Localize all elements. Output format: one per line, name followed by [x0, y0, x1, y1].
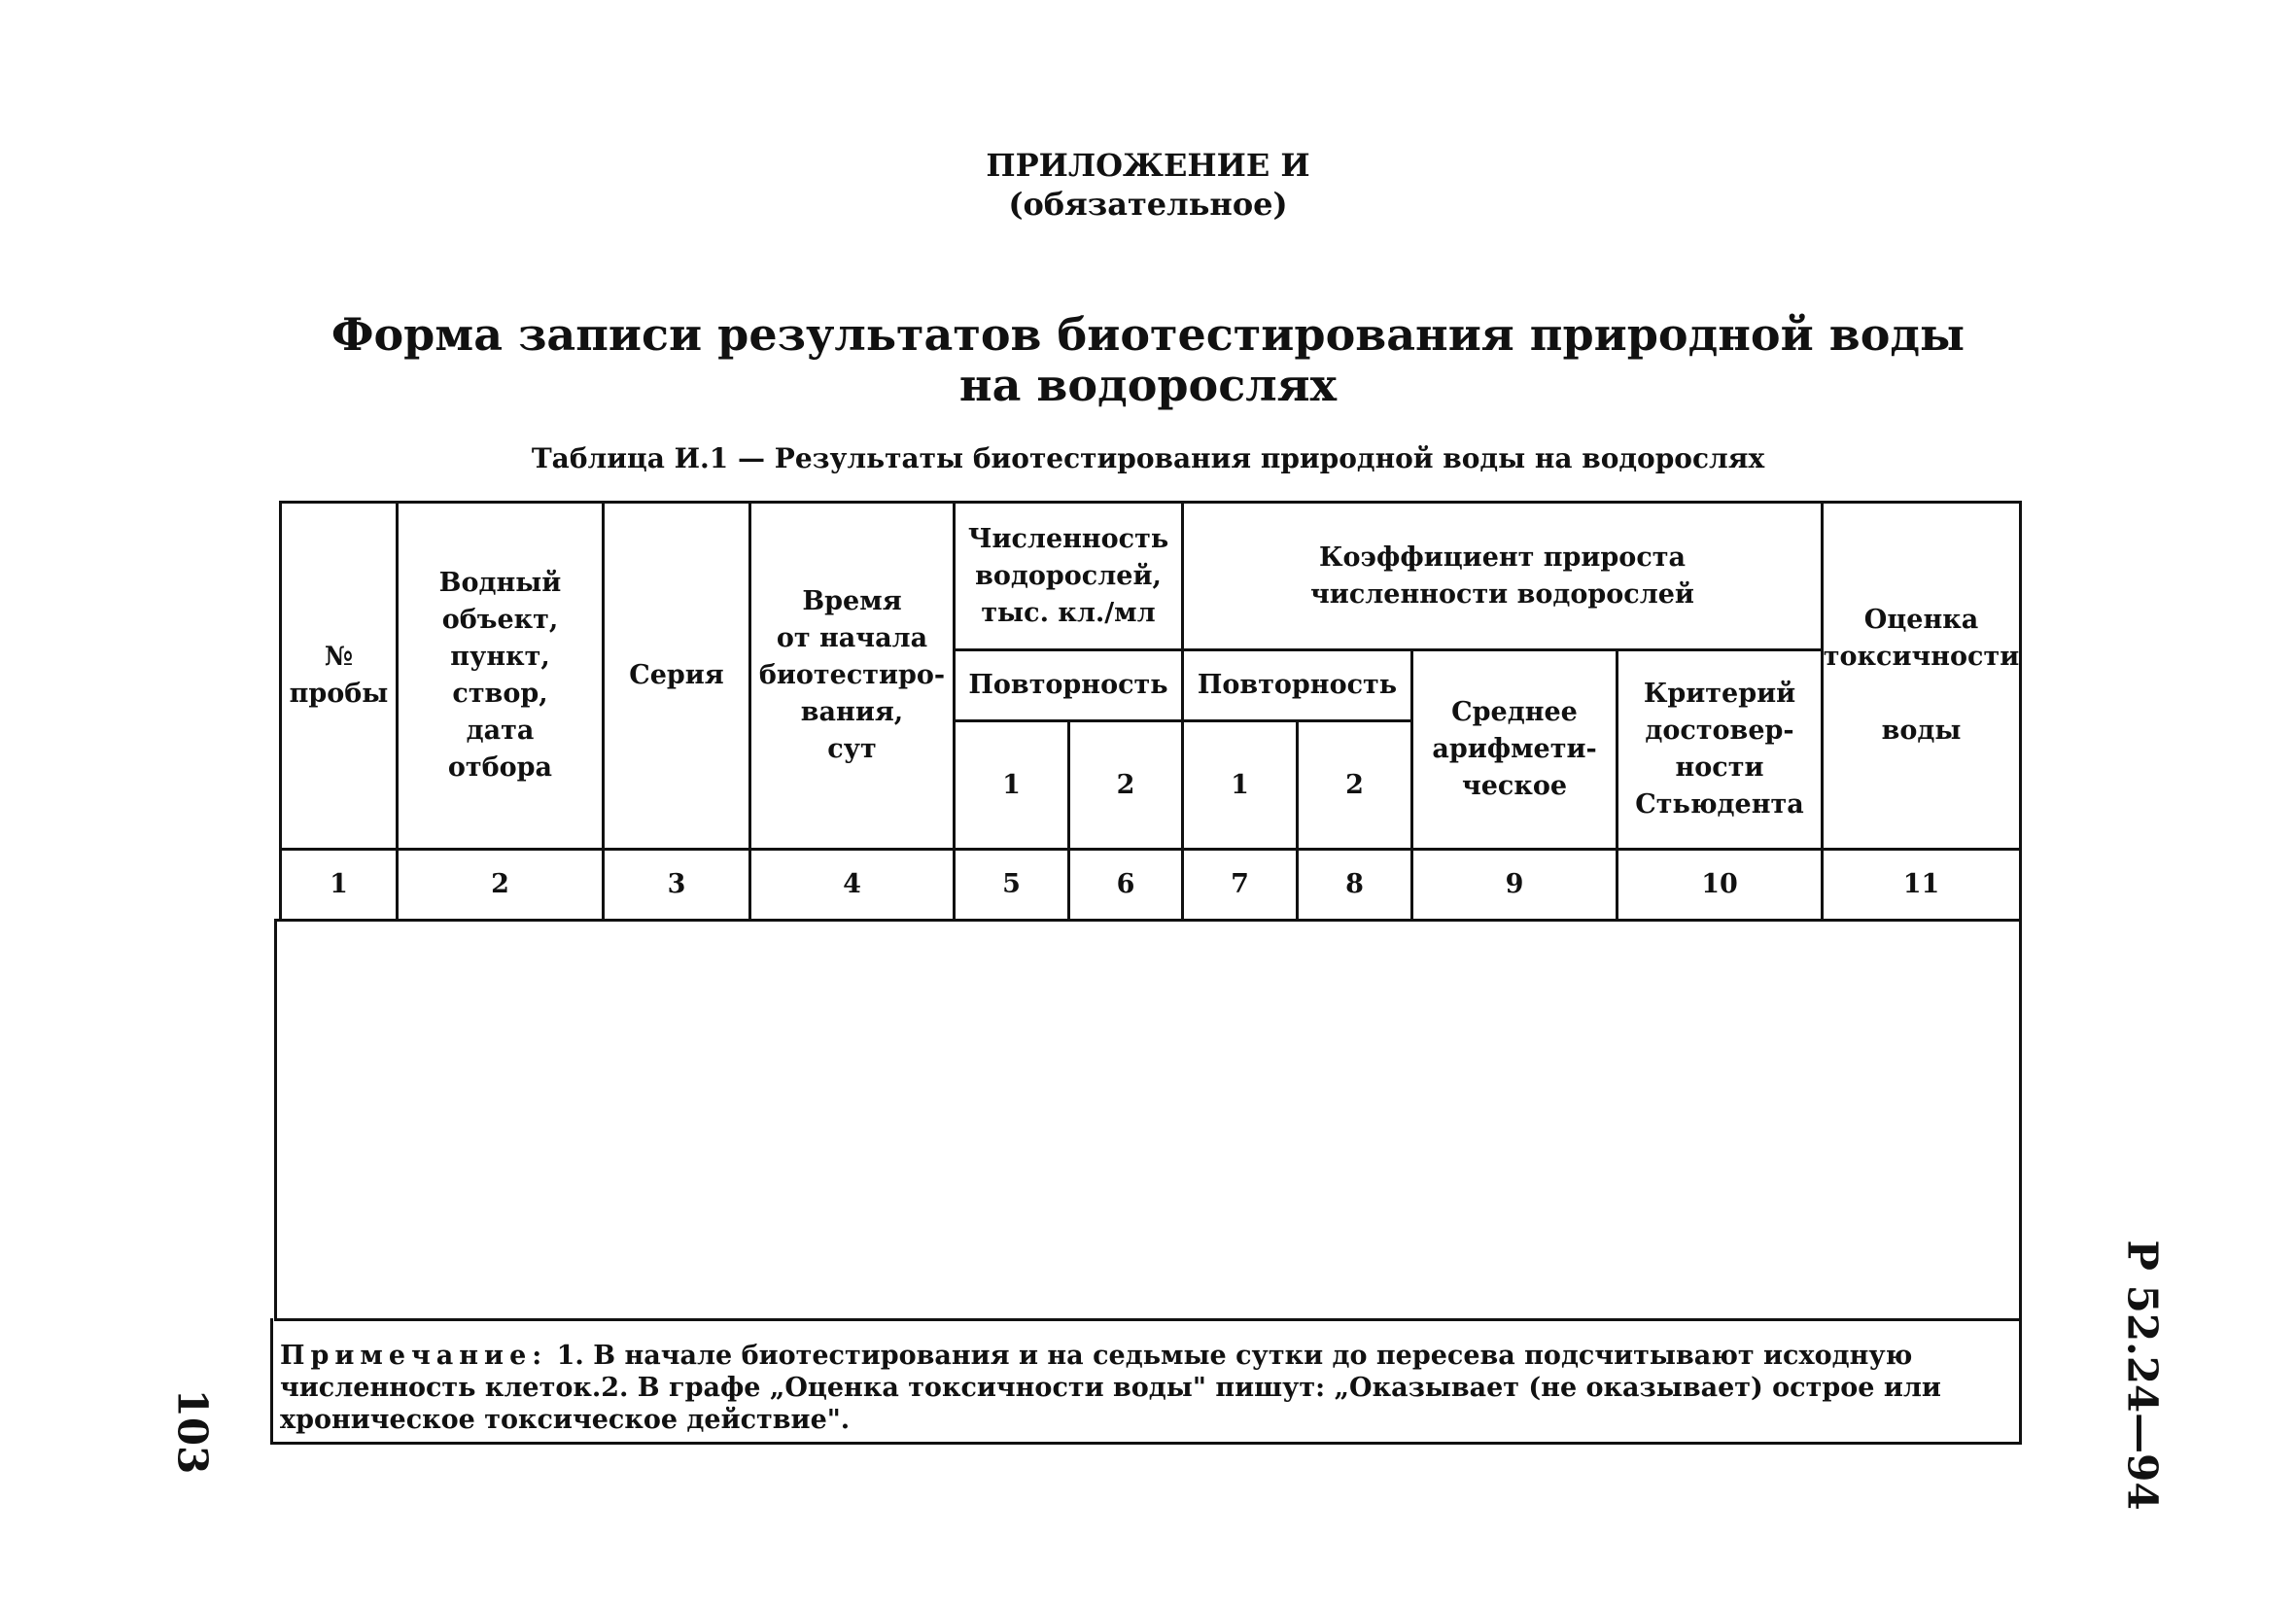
header-rep-1-abundance: 1	[1002, 769, 1021, 800]
header-water-body: Водный объект, пункт, створ, дата отбора	[438, 568, 562, 783]
header-student-criterion: Критерий достовер- ности Стьюдента	[1635, 679, 1804, 820]
left-border-note	[270, 1318, 273, 1445]
appendix-title: ПРИЛОЖЕНИЕ И	[986, 147, 1310, 184]
column-number: 4	[843, 869, 861, 899]
header-sample-no: № пробы	[289, 642, 389, 709]
header-repeat-abundance: Повторность	[968, 670, 1168, 700]
header-mean: Среднее арифмети- ческое	[1432, 697, 1597, 801]
column-number: 8	[1345, 869, 1364, 899]
form-title-line2: на водорослях	[958, 359, 1338, 411]
note-text: 1. В начале биотестирования и на седьмые сутки до пересева подсчитывают исходную численность клеток.2. В графе „Оценка токсичности воды" пишут: „Оказывает (не оказывает) острое или хроническое токсическое действие".	[280, 1341, 1941, 1435]
column-number: 10	[1701, 869, 1738, 899]
header-toxicity: Оценка токсичности воды	[1823, 605, 2020, 746]
form-title-line1: Форма записи результатов биотестирования природной воды	[330, 308, 1966, 361]
header-rep-2-abundance: 2	[1116, 769, 1135, 800]
table-bottom-border	[270, 1442, 2022, 1445]
right-border	[2019, 501, 2022, 1445]
appendix-status: (обязательное)	[1008, 186, 1288, 223]
header-rep-1-growth: 1	[1231, 769, 1249, 800]
column-number: 7	[1231, 869, 1249, 899]
page-number: 103	[168, 1388, 217, 1475]
form-title	[0, 309, 2296, 410]
table-note	[280, 1340, 2020, 1436]
header-time: Время от начала биотестиро- вания, сут	[758, 586, 946, 764]
appendix-heading	[0, 146, 2296, 224]
column-number: 2	[491, 869, 509, 899]
column-number: 9	[1505, 869, 1524, 899]
header-repeat-growth: Повторность	[1197, 670, 1398, 700]
note-label: Примечание:	[280, 1341, 548, 1371]
body-bottom-border	[274, 1318, 2022, 1321]
header-series: Серия	[629, 660, 724, 690]
header-growth-coef: Коэффициент прироста численности водорослей	[1310, 541, 1694, 610]
column-number: 11	[1902, 869, 1940, 899]
header-abundance: Численность водорослей, тыс. кл./мл	[967, 523, 1169, 628]
data-entry-area	[277, 922, 2019, 1318]
column-number: 3	[667, 869, 686, 899]
column-number: 6	[1116, 869, 1135, 899]
document-code: Р 52.24—94	[2118, 1240, 2167, 1511]
column-number: 5	[1002, 869, 1021, 899]
table-caption: Таблица И.1 — Результаты биотестирования природной воды на водорослях	[531, 442, 1765, 474]
header-rep-2-growth: 2	[1345, 769, 1364, 800]
column-number: 1	[330, 869, 348, 899]
